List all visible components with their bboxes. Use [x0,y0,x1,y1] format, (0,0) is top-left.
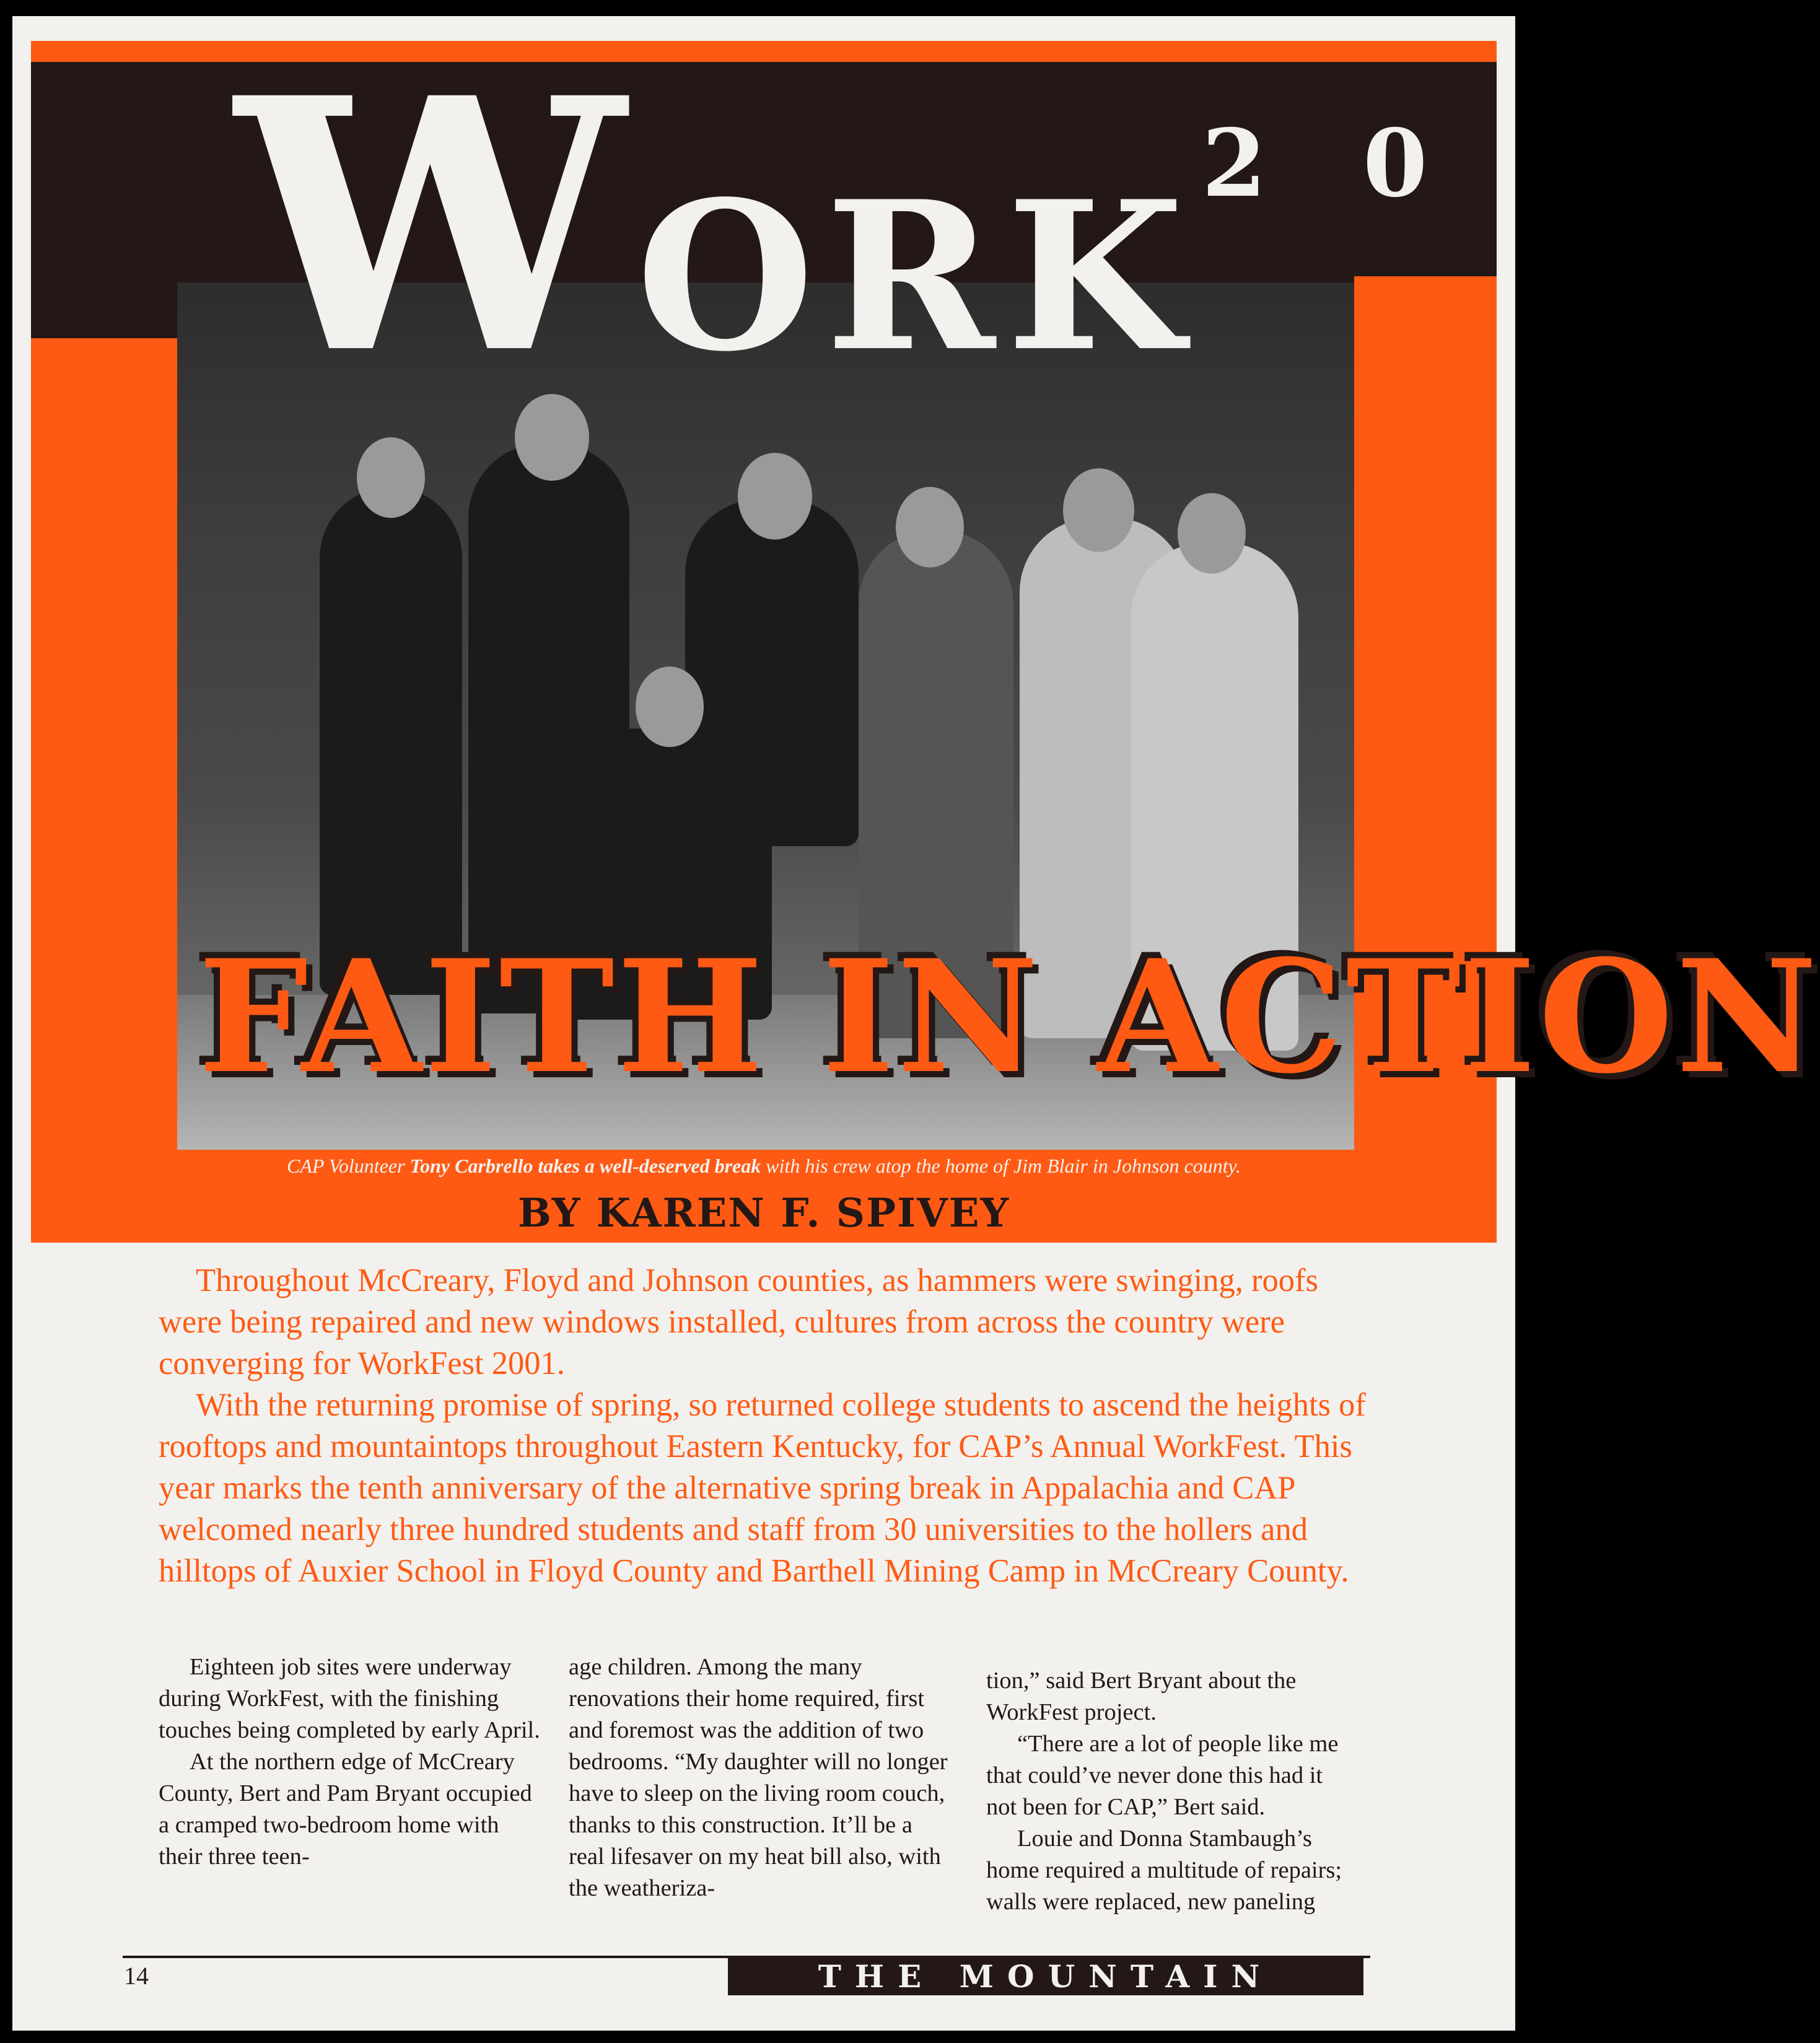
person-head [896,487,964,567]
person-head [636,667,704,747]
body-paragraph: Louie and Donna Stambaugh’s home required a multitude of repairs; walls were replaced, new paneling [986,1826,1342,1915]
lead-paragraph: With the returning promise of spring, so returned college students to ascend the heights of rooftops and mountaintops throughout Eastern Kentucky, for CAP’s Annual WorkFest. This year marks the tenth anniversary of the alternative spring break in Appalachia and CAP welcomed nearly three hundred students and staff from 30 universities to the hollers and hilltops of Auxier School in Floyd County and Barthell Mining Camp in McCreary County. [159,1387,1366,1589]
person-head [357,437,425,518]
superscript-2: 2 [1202,109,1267,218]
photo-caption [12,1155,1515,1178]
byline: BY KAREN F. SPIVEY [517,1190,1010,1236]
magazine-page [12,16,1820,2032]
body-paragraph: Eighteen job sites were underway during WorkFest, with the finishing touches being completed by early April. [159,1654,540,1743]
column-3 [986,1665,1352,1918]
body-paragraph: “There are a lot of people like me that could’ve never done this had it not been for CAP,” Bert said. [986,1731,1339,1820]
page-number: 14 [124,1962,149,1990]
caption-suffix: with his crew atop the home of Jim Blair in Johnson county. [761,1155,1241,1177]
lead-paragraphs [159,1260,1373,1592]
superscript-0: 0 [1363,109,1428,218]
body-paragraph: age children. Among the many renovations their home required, first and foremost was the addition of two bedrooms. “My daughter will no longer have to sleep on the living room couch, thanks to this construction. It’ll be a real lifesaver on my heat bill also, with the weatheriza- [569,1654,948,1901]
masthead: THE MOUNTAIN SPIRIT [728,1958,1363,1995]
lead-paragraph: Throughout McCreary, Floyd and Johnson counties, as hammers were swinging, roofs were being repaired and new windows installed, cultures from across the country were converging for WorkFest 2001. [159,1262,1318,1381]
caption-prefix: CAP Volunteer [287,1155,410,1177]
person-head [738,453,812,540]
body-paragraph: At the northern edge of McCreary County, Bert and Pam Bryant occupied a cramped two-bedroom home with their three teen- [159,1749,532,1870]
person-figure [320,487,462,995]
column-1 [159,1651,543,1873]
caption-bold: Tony Carbrello takes a well-deserved break [409,1155,761,1177]
body-paragraph: tion,” said Bert Bryant about the WorkFest project. [986,1668,1297,1725]
title-initial: W [235,23,636,431]
headline: FAITH IN ACTION [198,925,1820,1108]
person-head [1178,493,1246,574]
title-work [235,23,1196,431]
person-head [1063,468,1134,552]
title-rest: ORK [636,156,1196,396]
column-2 [569,1651,953,1904]
